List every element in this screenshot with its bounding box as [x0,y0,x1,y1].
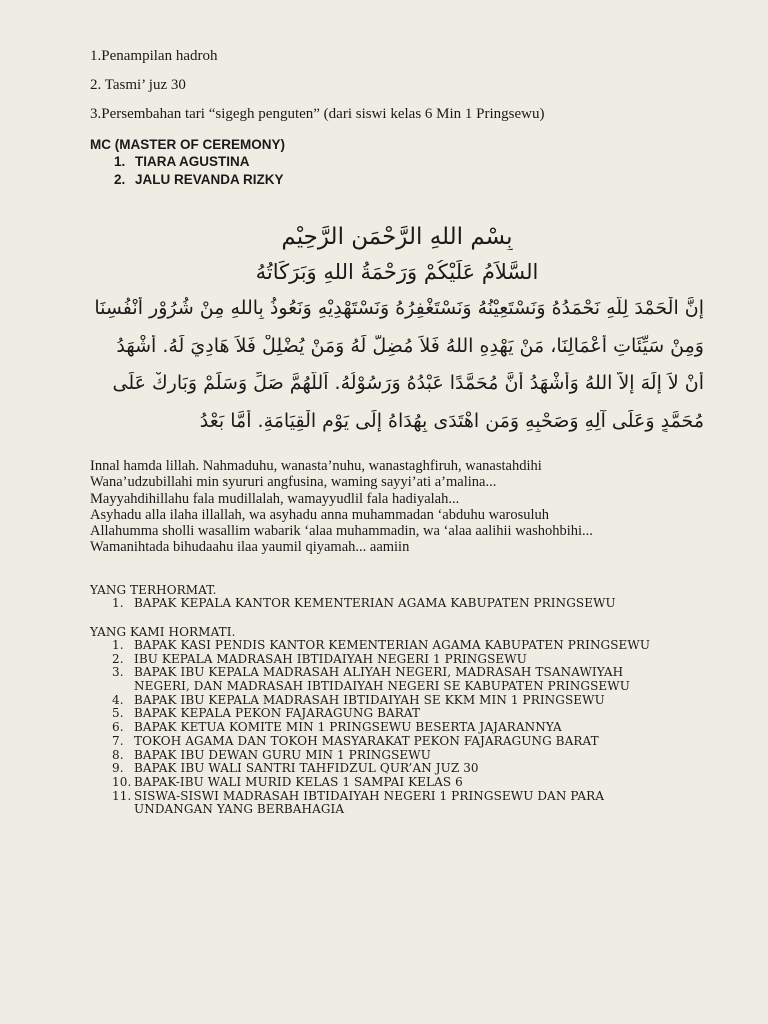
list-number: 11. [112,788,132,803]
transliteration-line: Asyhadu alla ilaha illallah, wa asyhadu anna muhammadan ‘abduhu warosuluh [90,506,550,523]
list-item [90,776,730,790]
terhormat-list [90,597,730,611]
list-text: BAPAK IBU DEWAN GURU MIN 1 PRINGSEWU [134,747,431,762]
list-text: BAPAK KASI PENDIS KANTOR KEMENTERIAN AGAMA KABUPATEN PRINGSEWU [134,638,651,652]
kami-hormati-heading: YANG KAMI HORMATI. [90,625,236,639]
mc-heading: MC (MASTER OF CEREMONY) [90,137,285,152]
list-text: BAPAK IBU KEPALA MADRASAH IBTIDAIYAH SE KKM MIN 1 PRINGSEWU [134,692,605,707]
list-item [90,707,730,721]
list-item [90,171,490,189]
arabic-basmalah: بِسْمِ اللهِ الرَّحْمَنِ الرَّحِيْمِ [281,224,513,250]
list-number: 5. [112,706,124,721]
list-text: NEGERI, DAN MADRASAH IBTIDAIYAH NEGERI SE KABUPATEN PRINGSEWU [134,679,630,694]
list-number: 9. [112,761,124,776]
list-text: BAPAK IBU WALI SANTRI TAHFIDZUL QUR’AN JUZ 30 [134,761,479,776]
list-number: 2. [114,171,126,187]
list-item [90,762,730,776]
list-item [90,721,730,735]
arabic-line-4: مُحَمَّدٍ وَعَلَى آلِهِ وَصَحْبِهِ وَمَنِ اهْتَدَى بِهُدَاهُ إِلَى يَوْمِ الْقِيَامَةِ. أَمَّا بَعْدُ [199,410,704,432]
list-item [90,694,730,708]
mc-list [90,153,490,188]
list-item [90,680,730,694]
list-text: BAPAK IBU KEPALA MADRASAH ALIYAH NEGERI, MADRASAH TSANAWIYAH [134,665,624,680]
list-number: 2. [112,651,124,666]
program-item-1: 1.Penampilan hadroh [90,48,218,64]
transliteration-line: Allahumma sholli wasallim wabarik ‘alaa muhammadin, wa ‘alaa aalihii washohbihi... [90,523,593,540]
list-text: BAPAK KETUA KOMITE MIN 1 PRINGSEWU BESERTA JAJARANNYA [134,720,562,735]
kami-hormati-list [90,639,730,817]
list-number: 7. [112,733,124,748]
transliteration-line: Wana’udzubillahi min syururi angfusina, waming sayyi’ati a’malina... [90,474,497,491]
list-text: BAPAK KEPALA KANTOR KEMENTERIAN AGAMA KABUPATEN PRINGSEWU [134,596,616,610]
transliteration-block [90,458,593,556]
list-item [90,597,730,611]
list-item [90,790,730,804]
program-item-3: 3.Persembahan tari “sigegh penguten” (dari siswi kelas 6 Min 1 Pringsewu) [90,106,545,122]
list-number: 10. [112,774,132,789]
list-item [90,749,730,763]
mc-name: TIARA AGUSTINA [135,154,250,169]
list-item [90,803,730,817]
list-text: BAPAK KEPALA PEKON FAJARAGUNG BARAT [134,706,421,721]
list-item [90,735,730,749]
list-text: UNDANGAN YANG BERBAHAGIA [134,802,345,817]
list-text: TOKOH AGAMA DAN TOKOH MASYARAKAT PEKON FAJARAGUNG BARAT [134,733,599,748]
transliteration-line: Wamanihtada bihudaahu ilaa yaumil qiyamah... aamiin [90,539,410,556]
arabic-line-1: إِنَّ الْحَمْدَ لِلَّهِ نَحْمَدُهُ وَنَسْتَعِيْنُهُ وَنَسْتَغْفِرُهُ وَنَسْتَهْدِيْهِ وَنَعُوذُ بِاللهِ مِنْ شُرُوْرِ أَنْفُسِنَا [94,297,704,319]
arabic-line-2: وَمِنْ سَيِّئَاتِ أَعْمَالِنَا، مَنْ يَهْدِهِ اللهُ فَلاَ مُضِلَّ لَهُ وَمَنْ يُضْلِلْ فَلاَ هَادِيَ لَهُ. أَشْهَدُ [116,335,704,357]
list-text: SISWA-SISWI MADRASAH IBTIDAIYAH NEGERI 1 PRINGSEWU DAN PARA [134,788,605,803]
transliteration-line: Innal hamda lillah. Nahmaduhu, wanasta’nuhu, wanastaghfiruh, wanastahdihi [90,458,542,474]
arabic-line-3: أَنْ لاَ إِلَهَ إِلاَّ اللهُ وَأَشْهَدُ أَنَّ مُحَمَّدًا عَبْدُهُ وَرَسُوْلُهُ. اَللَّهُمَّ صَلِّ وَسَلِّمْ وَبَارِكْ عَلَى [112,372,704,394]
mc-name: JALU REVANDA RIZKY [135,171,284,187]
list-number: 3. [112,665,124,680]
list-number: 1. [112,638,124,652]
list-item [90,653,730,667]
list-number: 1. [114,154,126,169]
transliteration-line: Mayyahdihillahu fala mudillalah, wamayyudlil fala hadiyalah... [90,490,460,507]
list-number: 4. [112,692,124,707]
program-item-2: 2. Tasmi’ juz 30 [90,77,186,93]
terhormat-heading: YANG TERHORMAT. [90,583,217,597]
list-number: 6. [112,720,124,735]
list-number: 1. [112,596,124,610]
list-text: BAPAK-IBU WALI MURID KELAS 1 SAMPAI KELAS 6 [134,774,463,789]
list-text: IBU KEPALA MADRASAH IBTIDAIYAH NEGERI 1 PRINGSEWU [134,651,527,666]
arabic-salam: السَّلاَمُ عَلَيْكُمْ وَرَحْمَةُ اللهِ وَبَرَكَاتُهُ [255,260,539,284]
list-number: 8. [112,747,124,762]
list-item [90,639,730,653]
list-item [90,666,730,680]
list-item [90,153,490,171]
